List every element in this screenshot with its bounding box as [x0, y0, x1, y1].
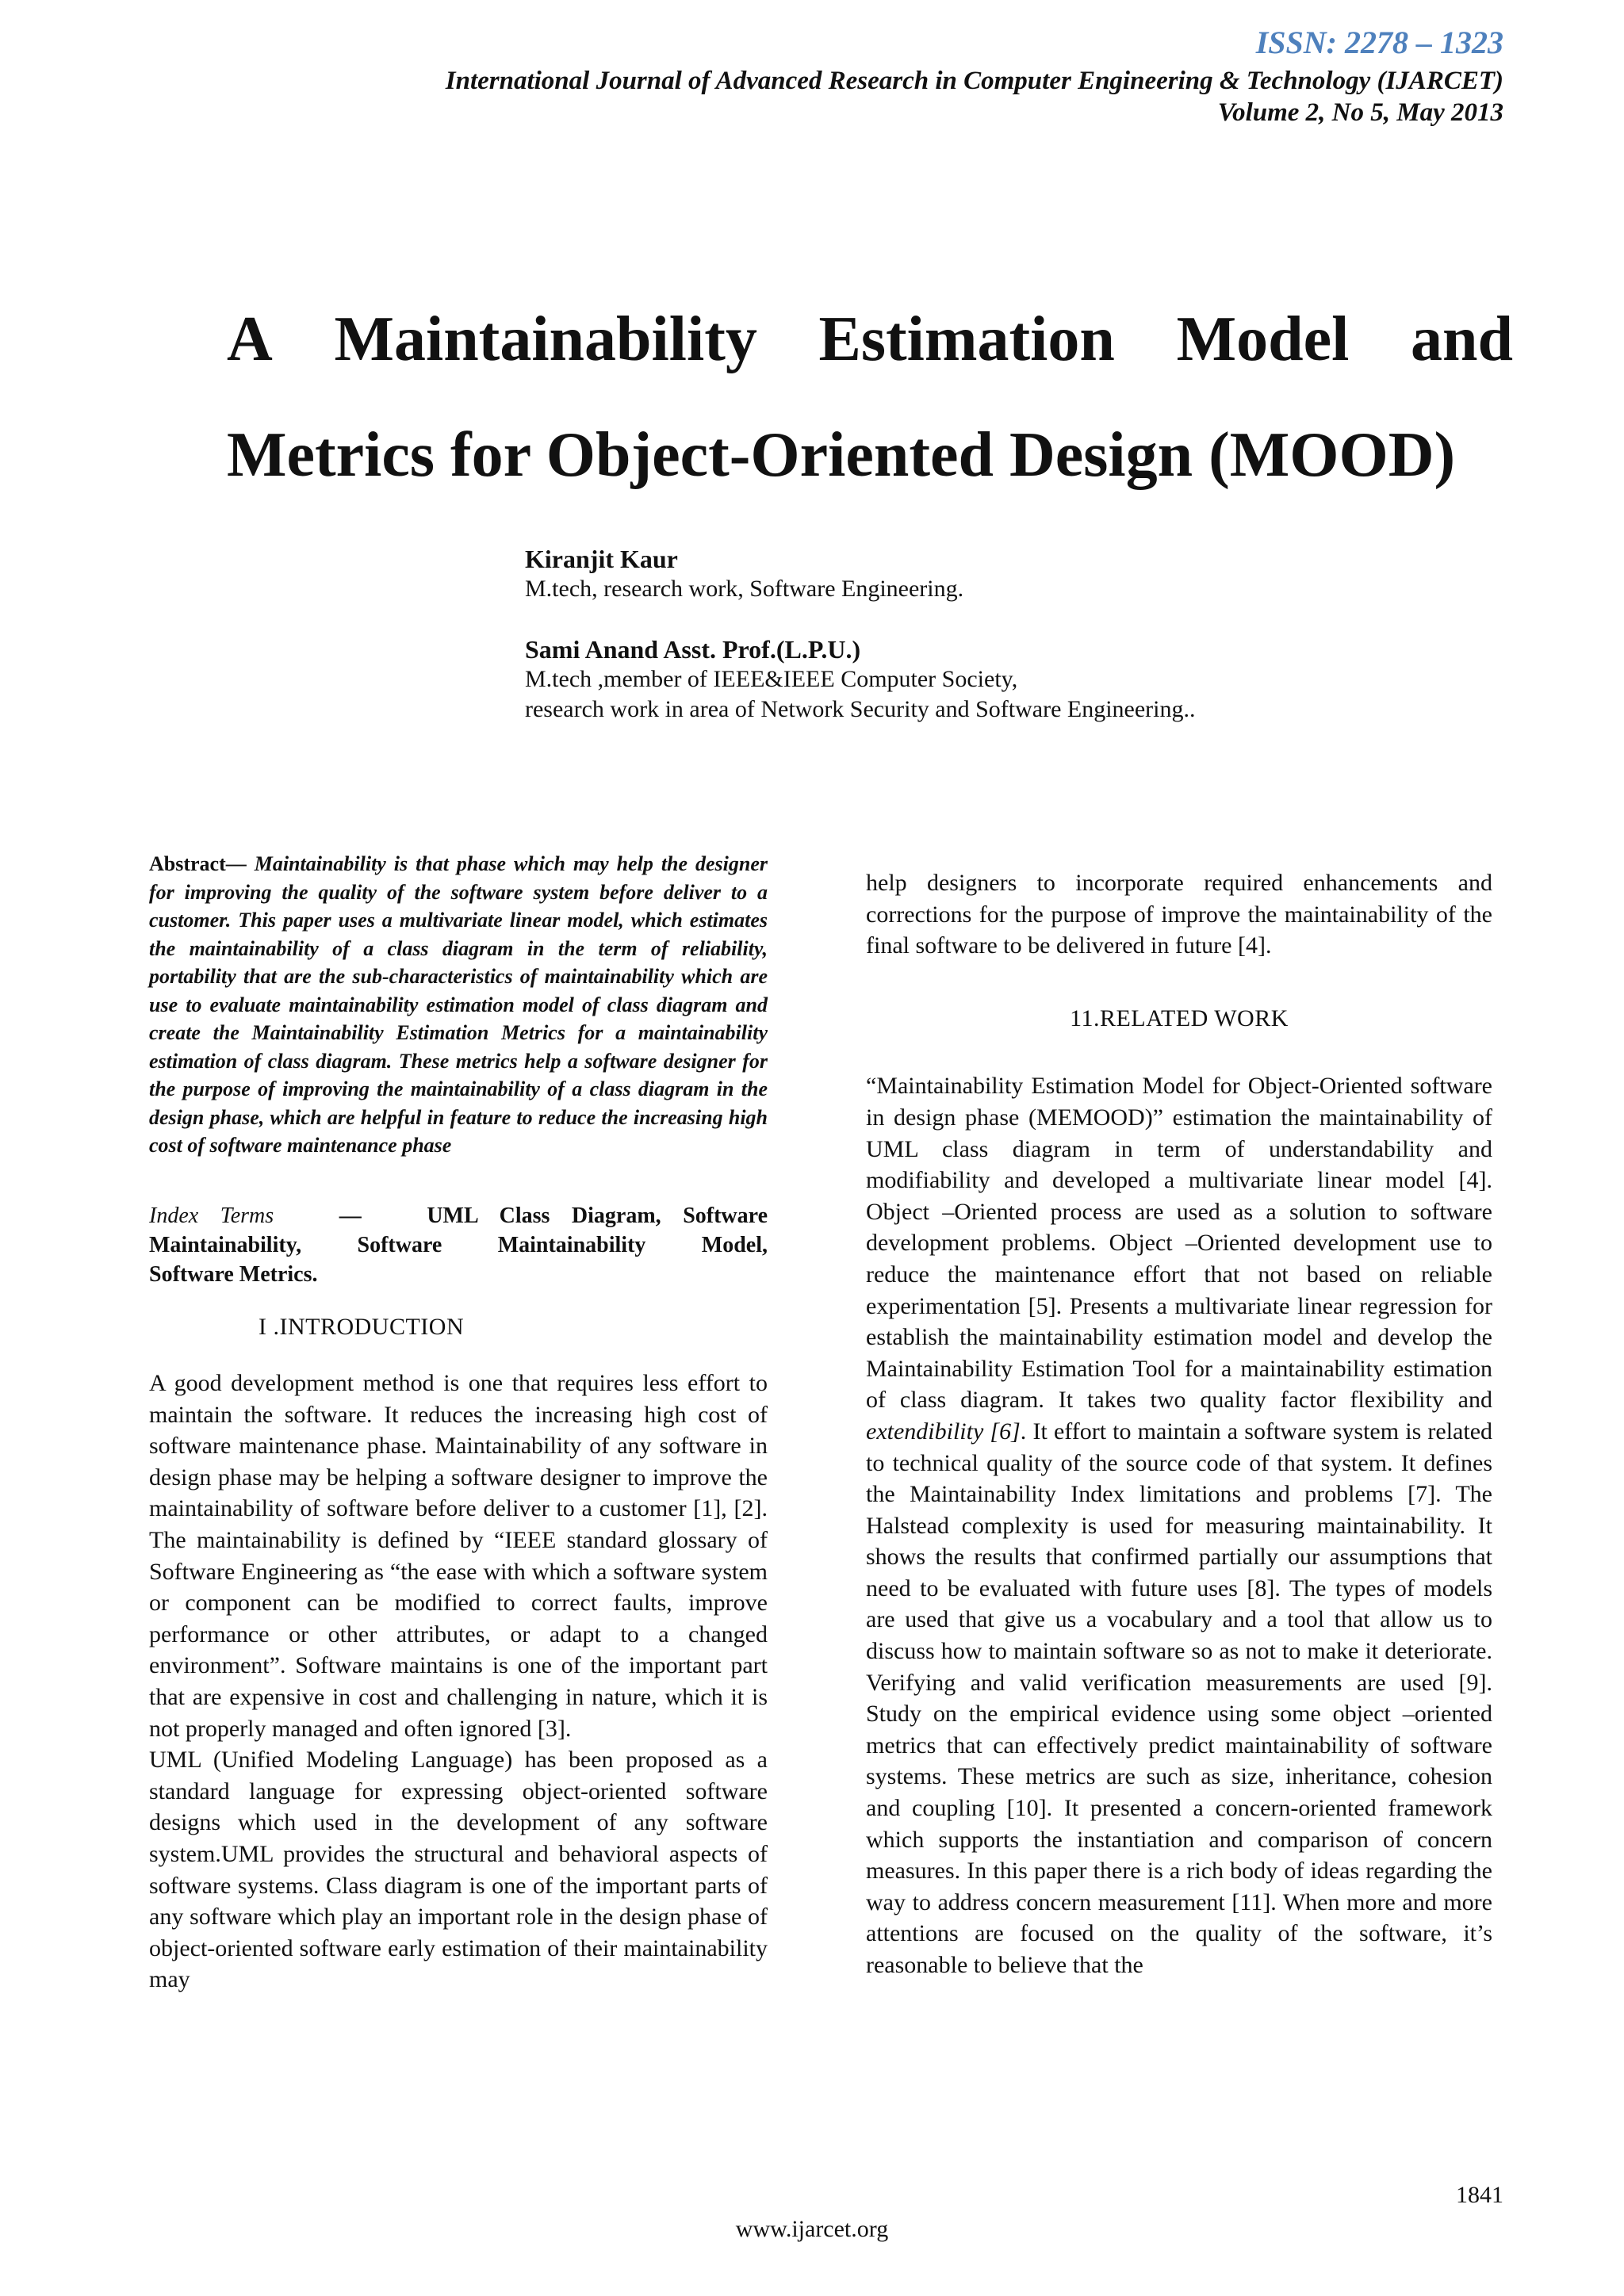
journal-header [446, 65, 1503, 128]
title-word: A [227, 304, 273, 374]
issn-number: ISSN: 2278 – 1323 [1255, 25, 1503, 60]
introduction-paragraph: UML (Unified Modeling Language) has been proposed as a standard language for expressing object-oriented software designs which used in the development of any software system.UML provides the structural and behavioral aspects of software systems. Class diagram is one of the important parts of any software which play an important role in the design phase of object-oriented software early estimation of their maintainability may [149, 1747, 768, 1993]
related-work-emphasis: extendibility [6] [866, 1418, 1021, 1445]
title-line-2: Metrics for Object-Oriented Design (MOOD) [227, 420, 1456, 490]
index-terms-line: Maintainability, Software Maintainability Model, [149, 1232, 768, 1257]
section-heading-introduction: I .INTRODUCTION [259, 1313, 465, 1340]
related-work-text: “Maintainability Estimation Model for Object-Oriented software in design phase (MEMOOD)” estimation the maintainability of UML class diagram in term of understandability and modifiability and developed a multivariate linear model [4]. Object –Oriented process are used as a solution to software development problems. Object –Oriented development use to reduce the maintenance effort that not based on reliable experimentation [5]. Presents a multivariate linear regression for establish the maintainability estimation model and develop the Maintainability Estimation Tool for a maintainability estimation of class diagram. It takes two quality factor flexibility and [866, 1073, 1492, 1414]
title-line-1 [227, 281, 1513, 397]
title-word: Maintainability [334, 304, 757, 374]
abstract-label: Abstract— [149, 852, 247, 875]
author-name: Sami Anand Asst. Prof.(L.P.U.) [525, 635, 861, 664]
abstract-text: Maintainability is that phase which may help the designer for improving the quality of the software system before deliver to a customer. This paper uses a multivariate linear model, which estimates the maintainability of a class diagram in the term of reliability, portability that are the sub-characteristics of maintainability which are use to evaluate maintainability estimation model of class diagram and create the Maintainability Estimation Metrics for a maintainability estimation of class diagram. These metrics help a software designer for the purpose of improving the maintainability of a class diagram in the design phase, which are helpful in feature to reduce the increasing high cost of software maintenance phase [149, 852, 768, 1157]
footer-website: www.ijarcet.org [735, 2216, 889, 2242]
abstract [149, 850, 768, 1160]
title-word: Model [1176, 304, 1350, 374]
paper-title [227, 281, 1513, 513]
journal-volume: Volume 2, No 5, May 2013 [1217, 98, 1503, 127]
left-column [149, 850, 768, 1996]
index-terms-line: Software Metrics. [149, 1261, 318, 1287]
related-work-text: . It effort to maintain a software system is related to technical quality of the source code of that system. It defines the Maintainability Index limitations and problems [7]. The Halstead complexity is used for measuring maintainability. It shows the results that confirmed partially our assumptions that need to be evaluated with future uses [8]. The types of models are used that give us a vocabulary and a tool that allow us to discuss how to maintain software so as not to make it deteriorate. Verifying and valid verification measurements are used [9]. Study on the empirical evidence using some object –oriented metrics that can effectively predict maintainability of software systems. These metrics are such as size, inheritance, cohesion and coupling [10]. It presented a concern-oriented framework which supports the instantiation and comparison of concern measures. In this paper there is a rich body of ideas regarding the way to address concern measurement [11]. When more and more attentions are focused on the quality of the software, it’s reasonable to believe that the [866, 1418, 1493, 1978]
author-affiliation: research work in area of Network Security and Software Engineering.. [525, 696, 1196, 722]
section-heading-related-work: 11.RELATED WORK [1070, 1004, 1289, 1031]
author-name: Kiranjit Kaur [525, 545, 678, 573]
index-terms-label: Index Terms [149, 1203, 274, 1228]
title-word: and [1410, 304, 1513, 374]
journal-name: International Journal of Advanced Research in Computer Engineering & Technology (IJARCET) [445, 67, 1503, 95]
page-number: 1841 [1456, 2182, 1503, 2208]
index-terms-dash: — [339, 1203, 362, 1228]
introduction-paragraph: A good development method is one that requires less effort to maintain the software. It reduces the increasing high cost of software maintenance phase. Maintainability of any software in design phase may be helping a software designer to improve the maintainability of software before deliver to a customer [1], [2]. The maintainability is defined by “IEEE standard glossary of Software Engineering as “the ease with which a software system or component can be modified to correct faults, improve performance or other attributes, or adapt to a changed environment”. Software maintains is one of the important part that are expensive in cost and challenging in nature, which it is not properly managed and often ignored [3]. [149, 1370, 768, 1742]
continuation-paragraph: help designers to incorporate required enhancements and corrections for the purpose of improve the maintainability of the final software to be delivered in future [4]. [866, 870, 1492, 959]
author-affiliation: M.tech ,member of IEEE&IEEE Computer Society, [525, 666, 1018, 692]
right-column [866, 867, 1492, 1981]
index-terms-line: UML Class Diagram, Software [427, 1203, 768, 1228]
author-affiliation: M.tech, research work, Software Engineering. [525, 576, 964, 602]
related-work-paragraph [866, 1070, 1492, 1980]
index-terms [149, 1201, 768, 1289]
title-word: Estimation [818, 304, 1115, 374]
author-block [525, 544, 1556, 725]
